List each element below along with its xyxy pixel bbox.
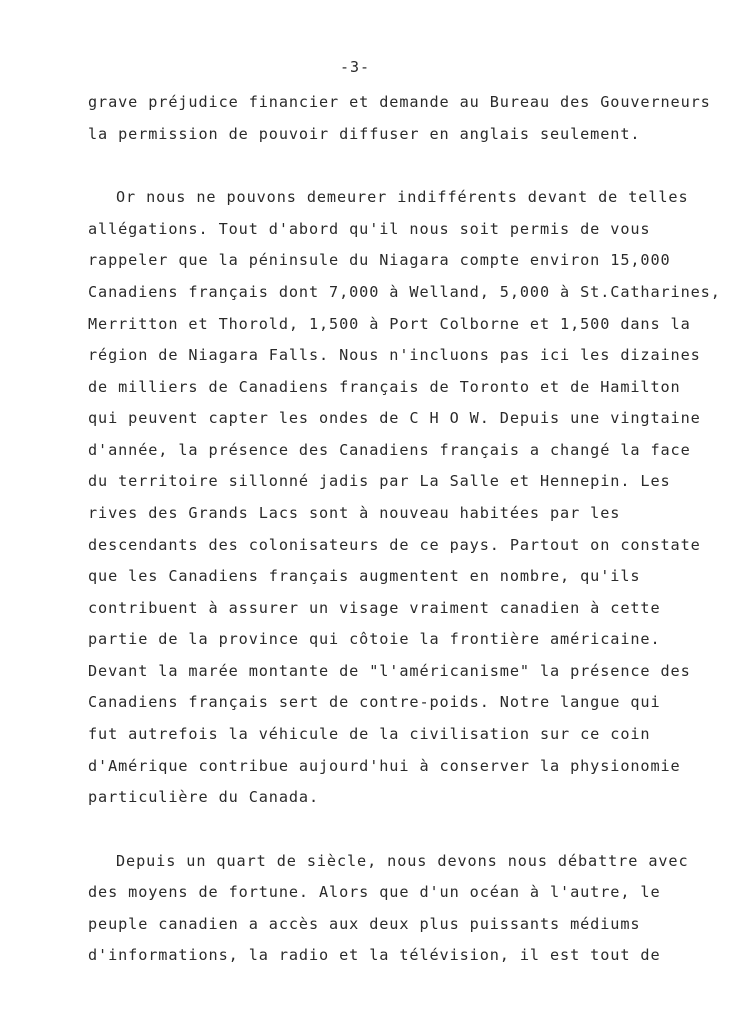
page-number: -3- <box>340 58 371 76</box>
text-line: d'informations, la radio et la télévision, il est tout de <box>88 946 661 964</box>
text-line: particulière du Canada. <box>88 788 320 806</box>
text-line: rives des Grands Lacs sont à nouveau habitées par les <box>88 504 621 522</box>
text-line: Canadiens français dont 7,000 à Welland, 5,000 à St.Catharines, <box>88 283 721 301</box>
text-line: allégations. Tout d'abord qu'il nous soit permis de vous <box>88 220 651 238</box>
text-line: d'année, la présence des Canadiens français a changé la face <box>88 441 691 459</box>
text-line: descendants des colonisateurs de ce pays. Partout on constate <box>88 536 701 554</box>
text-line: Depuis un quart de siècle, nous devons nous débattre avec <box>116 852 689 870</box>
text-line: grave préjudice financier et demande au Bureau des Gouverneurs <box>88 93 711 111</box>
text-line: de milliers de Canadiens français de Toronto et de Hamilton <box>88 378 681 396</box>
text-line: partie de la province qui côtoie la frontière américaine. <box>88 630 661 648</box>
text-line: des moyens de fortune. Alors que d'un océan à l'autre, le <box>88 883 661 901</box>
text-line: Devant la marée montante de "l'américanisme" la présence des <box>88 662 691 680</box>
text-line: que les Canadiens français augmentent en nombre, qu'ils <box>88 567 641 585</box>
text-line: rappeler que la péninsule du Niagara compte environ 15,000 <box>88 251 671 269</box>
text-line: Or nous ne pouvons demeurer indifférents devant de telles <box>116 188 689 206</box>
text-line: Merritton et Thorold, 1,500 à Port Colborne et 1,500 dans la <box>88 315 691 333</box>
text-line: contribuent à assurer un visage vraiment canadien à cette <box>88 599 661 617</box>
text-line: d'Amérique contribue aujourd'hui à conserver la physionomie <box>88 757 681 775</box>
text-line: du territoire sillonné jadis par La Salle et Hennepin. Les <box>88 472 671 490</box>
text-line: fut autrefois la véhicule de la civilisation sur ce coin <box>88 725 651 743</box>
text-line: Canadiens français sert de contre-poids. Notre langue qui <box>88 693 661 711</box>
text-line: qui peuvent capter les ondes de C H O W. Depuis une vingtaine <box>88 409 701 427</box>
text-line: peuple canadien a accès aux deux plus puissants médiums <box>88 915 641 933</box>
text-line: région de Niagara Falls. Nous n'incluons pas ici les dizaines <box>88 346 701 364</box>
text-line: la permission de pouvoir diffuser en anglais seulement. <box>88 125 641 143</box>
